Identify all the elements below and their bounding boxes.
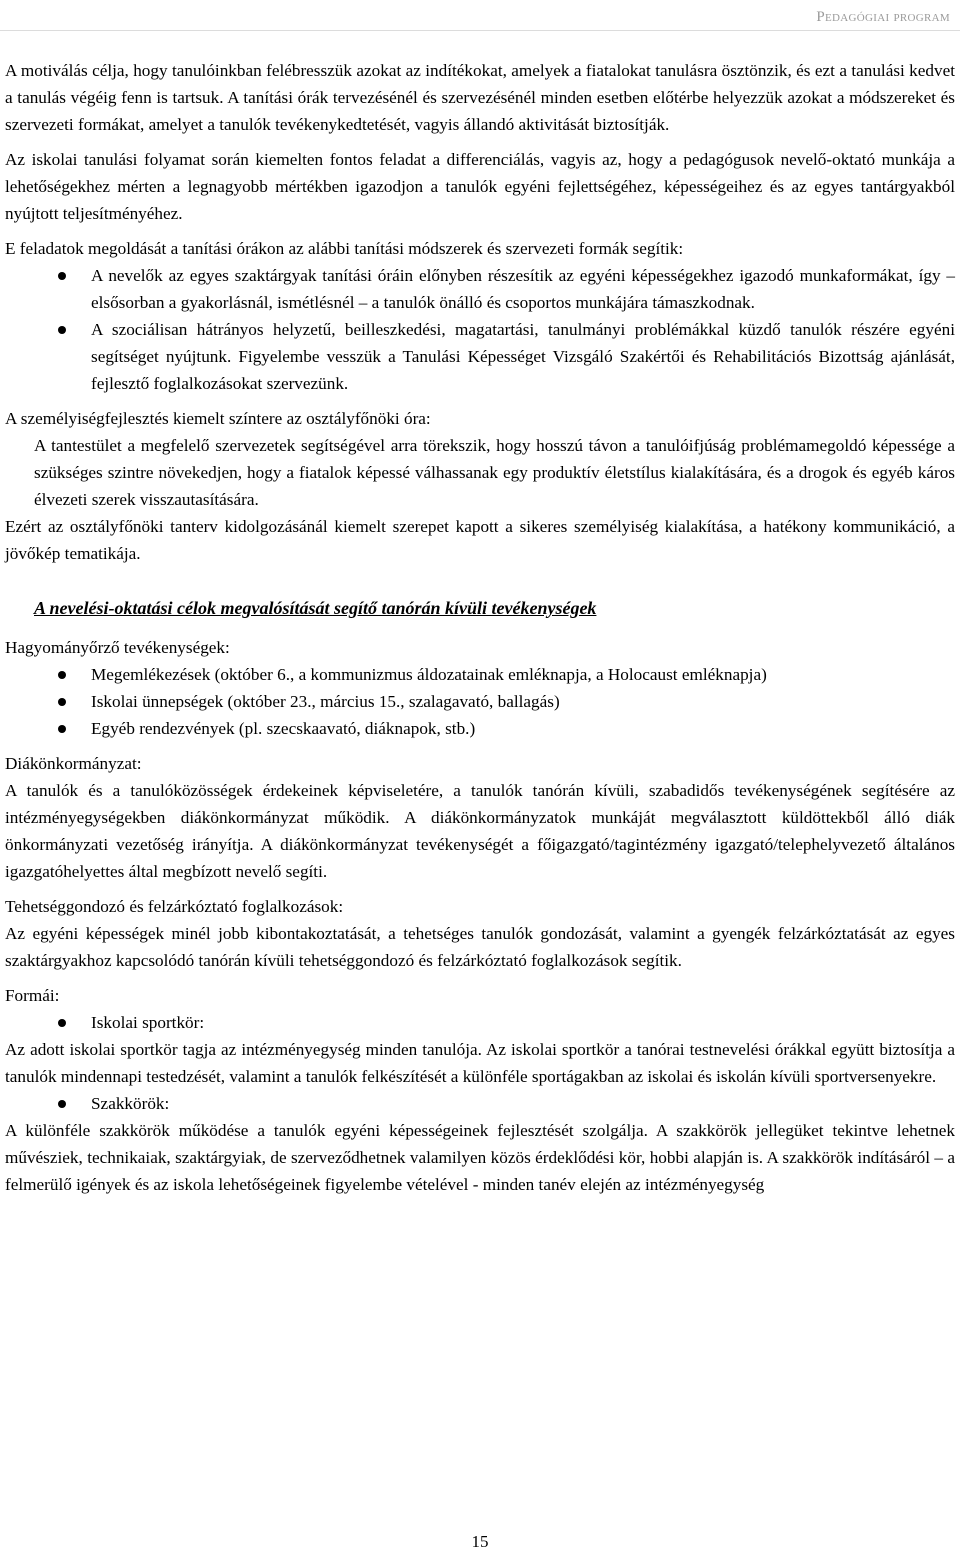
student-gov-label: Diákönkormányzat:: [5, 754, 142, 773]
list-item: A szociálisan hátrányos helyzetű, beilleszkedési, magatartási, tanulmányi problémákkal küzdő tanulók részére egyéni segítséget nyújtunk. Figyelembe vesszük a Tanulási Képességet Vizsgáló Szakértői és Rehabilitációs Bizottság ajánlását, fejlesztő foglalkozásokat szervezünk.: [5, 316, 955, 397]
paragraph-personality-intro: A személyiségfejlesztés kiemelt színtere az osztályfőnöki óra:: [5, 409, 431, 428]
forms-label: Formái:: [5, 986, 60, 1005]
paragraph-curriculum: Ezért az osztályfőnöki tanterv kidolgozásánál kiemelt szerepet kapott a sikeres személyiség kialakítása, a hatékony kommunikáció, a jövőkép tematikája.: [5, 517, 955, 563]
bullet-icon: [58, 1019, 66, 1027]
list-item: Iskolai sportkör:: [5, 1009, 955, 1036]
bullet-icon: [58, 326, 66, 334]
running-header: Pedagógiai program: [816, 9, 950, 25]
header-divider: [0, 30, 960, 31]
student-gov-text: A tanulók és a tanulóközösségek érdekeinek képviseletére, a tanulók tanórán kívüli, szabadidős tevékenységének segítésére az intézményegységekben diákönkormányzat működik. A diákönkormányzatok munkáját megválasztott küldöttekből álló diák önkormányzati vezetőség irányítja. A diákönkormányzat tevékenységét a főigazgató/tagintézmény igazgató/telephelyvezető általános igazgatóhelyettes által megbízott nevelő segíti.: [5, 781, 955, 881]
list-item: Egyéb rendezvények (pl. szecskaavató, diáknapok, stb.): [5, 715, 955, 742]
list-item: A nevelők az egyes szaktárgyak tanítási óráin előnyben részesítik az egyéni képességekhez igazodó munkaformákat, így – elsősorban a gyakorlásnál, ismétlésnél – a tanulók önálló és csoportos munkájára támaszkodnak.: [5, 262, 955, 316]
sport-text: Az adott iskolai sportkör tagja az intézményegység minden tanulója. Az iskolai sportkör a tanórai testnevelési órákkal együtt biztosítja a tanulók mindennapi testedzését, valamint a tanulók felkészítését a különféle sportágakban az iskolai és iskolán kívüli sportversenyekre.: [5, 1040, 955, 1086]
forms-list-clubs: [5, 1090, 955, 1117]
bullet-icon: [58, 698, 66, 706]
list-item: Megemlékezések (október 6., a kommunizmus áldozatainak emléknapja, a Holocaust emléknapja): [5, 661, 955, 688]
bullet-icon: [58, 725, 66, 733]
list-item: Iskolai ünnepségek (október 23., március 15., szalagavató, ballagás): [5, 688, 955, 715]
bullet-icon: [58, 671, 66, 679]
paragraph-methods-intro: E feladatok megoldását a tanítási órákon az alábbi tanítási módszerek és szervezeti formák segítik:: [5, 239, 684, 258]
paragraph-staff: A tantestület a megfelelő szervezetek segítségével arra törekszik, hogy hosszú távon a tanulóifjúság problémamegoldó képessége a szükséges szintre növekedjen, hogy a fiatalok képessé válhassanak egy produktív életstílus kialakítására, és a drogok és egyéb káros élvezeti szerek visszautasítására.: [34, 436, 955, 509]
page-number: 15: [471, 1532, 489, 1551]
tradition-label: Hagyományőrző tevékenységek:: [5, 638, 230, 657]
forms-list-sport: [5, 1009, 955, 1036]
clubs-text: A különféle szakkörök működése a tanulók egyéni képességeinek fejlesztését szolgálja. A szakkörök jellegüket tekintve lehetnek művésziek, technikaiak, szaktárgyiak, de szerveződhetnek valamilyen közös érdeklődési kör, hobbi alapján is. A szakkörök indításáról – a felmerülő igények és az iskola lehetőségeinek figyelembe vételével - minden tanév elején az intézményegység: [5, 1121, 955, 1194]
talent-label: Tehetséggondozó és felzárkóztató foglalkozások:: [5, 897, 344, 916]
tradition-list: [5, 661, 955, 742]
bullet-icon: [58, 272, 66, 280]
page-content: [5, 57, 955, 1198]
list-item: Szakkörök:: [5, 1090, 955, 1117]
paragraph-motivation: A motiválás célja, hogy tanulóinkban felébresszük azokat az indítékokat, amelyek a fiatalokat tanulásra ösztönzik, és ezt a tanulási kedvet a tanulás végéig fenn is tartsuk. A tanítási órák tervezésénél és szervezésénél minden esetben előtérbe helyezzük azokat a módszereket és szervezeti formákat, amelyet a tanulók tevékenykedtetését, vagyis állandó aktivitását biztosítják.: [5, 61, 955, 134]
methods-list: [5, 262, 955, 397]
section-heading: A nevelési-oktatási célok megvalósítását segítő tanórán kívüli tevékenységek: [34, 598, 597, 618]
talent-text: Az egyéni képességek minél jobb kibontakoztatását, a tehetséges tanulók gondozását, valamint a gyengék felzárkóztatását az egyes szaktárgyakhoz kapcsolódó tanórán kívüli tehetséggondozó és felzárkóztató foglalkozások segítik.: [5, 924, 955, 970]
bullet-icon: [58, 1100, 66, 1108]
paragraph-differentiation: Az iskolai tanulási folyamat során kiemelten fontos feladat a differenciálás, vagyis az, hogy a pedagógusok nevelő-oktató munkája a lehetőségekhez mérten a legnagyobb mértékben igazodjon a tanulók egyéni fejlettségéhez, képességeihez és az egyes tantárgyakból nyújtott teljesítményéhez.: [5, 150, 955, 223]
